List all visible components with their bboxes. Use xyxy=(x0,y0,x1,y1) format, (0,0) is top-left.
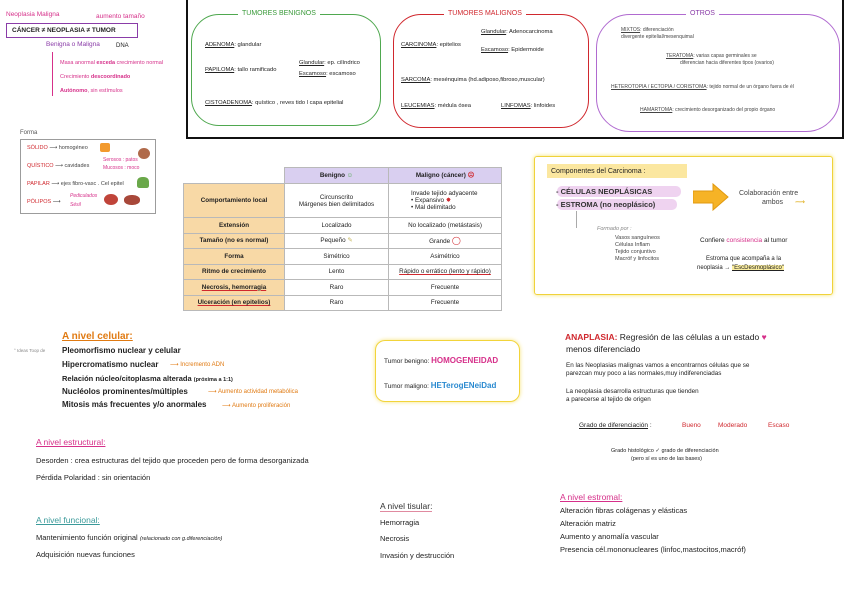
sarcoma-item: SARCOMA: mesénquima (hd.adiposo,fibroso,muscular) xyxy=(401,77,545,83)
connector-line xyxy=(576,211,577,228)
celular-l4-note: ⟶ Aumento actividad metabólica xyxy=(208,389,298,395)
cell-maligno: No localizado (metástasis) xyxy=(389,218,502,234)
cell-benigno: Raro xyxy=(285,295,389,311)
grado-moderado: Moderado xyxy=(718,422,748,429)
homogeneidad-box xyxy=(375,340,520,402)
papiloma-item: PAPILOMA: tallo ramificado xyxy=(205,67,277,73)
benignos-title: TUMORES BENIGNOS xyxy=(238,10,320,18)
confiere-text: Confiere consistencia al tumor xyxy=(700,237,788,244)
small-mark-icon: ✎ xyxy=(347,237,353,245)
funcional-title: A nivel funcional: xyxy=(36,515,100,525)
circ-line2: Márgenes bien delimitados xyxy=(298,200,375,208)
table-row xyxy=(184,264,502,280)
colaboracion-line2: ambos xyxy=(762,199,784,206)
celular-l2-note: ⟶ Incremento ADN xyxy=(170,362,225,368)
table-corner xyxy=(184,168,285,184)
estromal-title: A nivel estromal: xyxy=(560,492,623,502)
aumento-tamano-label: aumento tamaño xyxy=(96,13,145,20)
anaplasia-title: ANAPLASIA: Regresión de las células a un estado ♥ xyxy=(565,332,767,342)
tisular-l1: Hemorragia xyxy=(380,518,420,527)
bullet-masa: Masa anormal exceda crecimiento normal xyxy=(60,60,164,66)
bullet-descoordinado: Crecimiento descoordinado xyxy=(60,74,131,80)
grado-histologico-2: (pero sí es uno de las bases) xyxy=(631,456,702,462)
tisular-l2: Necrosis xyxy=(380,534,410,543)
mucosos-label: Mucosos : moco xyxy=(103,165,140,171)
dna-label: DNA xyxy=(116,43,129,49)
celular-l5-note: ⟶ Aumento proliferación xyxy=(222,403,291,409)
carcinoma-glandular: Glandular: Adenocarcinoma xyxy=(481,29,553,35)
heterotopia-item: HETEROTOPIA / ECTOPIA / CORISTOMA: tejido normal de un órgano fuera de él xyxy=(611,84,794,90)
cell-maligno xyxy=(389,184,502,218)
cell-maligno: Grande ◯ xyxy=(389,233,502,249)
anaplasia-p1-1: En las Neoplasias malignas vamos a encontrarnos células que se xyxy=(566,362,750,369)
polipo-icon-2 xyxy=(124,195,140,205)
carcinoma-escamoso: Escamoso: Epidermoide xyxy=(481,47,544,53)
funcional-l1: Mantenimiento función original (relacionado con g.diferenciación) xyxy=(36,533,223,542)
bullet-autonomo: Autónomo, sin estímulos xyxy=(60,88,123,94)
star-icon: ✸ xyxy=(445,197,452,204)
celulas-neoplasicas: - CÉLULAS NEOPLÁSICAS xyxy=(556,187,653,196)
linfomas-item: LINFOMAS: linfoides xyxy=(501,103,556,109)
cell-benigno: Pequeño ✎ xyxy=(285,233,389,249)
anaplasia-p1-2: parezcan muy poco a las normales,muy indiferenciadas xyxy=(566,370,722,377)
estromal-l4: Presencia cél.mononucleares (linfoc,mastocitos,macróf) xyxy=(560,545,746,554)
estromal-l3: Aumento y anomalía vascular xyxy=(560,532,659,541)
estructural-title: A nivel estructural: xyxy=(36,437,106,447)
expansivo-text: • Expansivo ✸ xyxy=(411,197,452,204)
anaplasia-p2-2: a parecerse al tejido de origen xyxy=(566,396,651,403)
col-maligno: Maligno (cáncer) ☹ xyxy=(389,168,502,184)
table-row xyxy=(184,280,502,296)
papilar-tumor-icon xyxy=(137,177,149,188)
tisular-l3: Invasión y destrucción xyxy=(380,551,455,560)
homog-benigno: Tumor benigno: HOMOGENEIDAD xyxy=(384,356,499,365)
anaplasia-heart-icon: ♥ xyxy=(761,332,767,342)
funcional-l2: Adquisición nuevas funciones xyxy=(36,550,135,559)
cell-benigno: Localizado xyxy=(285,218,389,234)
estructural-l2: Pérdida Polaridad : sin orientación xyxy=(36,473,151,482)
cell-benigno: Raro xyxy=(285,280,389,296)
table-row xyxy=(184,233,502,249)
vasos: Vasos sanguíneos xyxy=(615,235,660,241)
papilar-row: PAPILAR ⟶ ejes fibro-vasc . Cel epitel xyxy=(27,181,124,187)
table-row xyxy=(184,295,502,311)
mixtos-item: MIXTOS: diferenciación xyxy=(621,27,674,33)
tejido-conjuntivo: Tejido conjuntivo xyxy=(615,249,656,255)
cancer-definition-text: CÁNCER ≠ NEOPLASIA ≠ TUMOR xyxy=(12,27,116,34)
estructural-l1: Desorden : crea estructuras del tejido que proceden pero de forma desorganizada xyxy=(36,456,309,465)
teratoma-desc2: diferencian hacia diferentes tipos (ovarios) xyxy=(680,60,774,66)
sad-face-icon: ☹ xyxy=(467,172,475,179)
celulas-inflam: Células Inflam xyxy=(615,242,650,248)
grado-escaso: Escaso xyxy=(768,422,790,429)
cell-maligno: Rápido o errático (lento y rápido) xyxy=(389,264,502,280)
row-label: Ulceración (en epitelios) xyxy=(184,295,285,311)
celular-title: A nivel celular: xyxy=(62,331,133,342)
row-label: Ritmo de crecimiento xyxy=(184,264,285,280)
solido-tumor-icon xyxy=(100,143,110,152)
hamartoma-item: HAMARTOMA: crecimiento desorganizado del propio órgano xyxy=(640,107,776,113)
happy-face-icon: ☺ xyxy=(346,172,354,179)
benigna-maligna-label: Benigna o Maligna xyxy=(46,41,100,48)
serosos-label: Serosos : patos xyxy=(103,157,138,163)
solido-row: SÓLIDO ⟶ homogéneo xyxy=(27,145,88,151)
otros-title: OTROS xyxy=(686,10,719,18)
papiloma-glandular: Glandular: ep. cilíndrico xyxy=(299,60,360,66)
quistico-row: QUÍSTICO ⟶ cavidades xyxy=(27,163,90,169)
mixtos-desc2: divergente epitelial/mesenquimal xyxy=(621,34,694,40)
row-label: Tamaño (no es normal) xyxy=(184,233,285,249)
cell-benigno: Lento xyxy=(285,264,389,280)
formado-por: Formado por : xyxy=(597,226,632,232)
quistico-tumor-icon xyxy=(138,148,150,159)
yellow-arrow-icon xyxy=(693,183,729,211)
anaplasia-line2: menos diferenciado xyxy=(566,344,641,354)
forma-title: Forma xyxy=(20,130,38,136)
estroma-acompana-2: neoplasia → "EscDesmoplásico" xyxy=(697,265,784,271)
adenoma-item: ADENOMA: glandular xyxy=(205,42,262,48)
estromal-l1: Alteración fibras colágenas y elásticas xyxy=(560,506,688,515)
pediculados-label: Pediculados xyxy=(70,193,98,199)
tisular-title: A nivel tisular: xyxy=(380,501,433,511)
invade-text: Invade tejido adyacente xyxy=(411,190,478,197)
bracket-line xyxy=(52,52,53,96)
grado-diferenciacion: Grado de diferenciación : xyxy=(579,422,652,429)
teratoma-item: TERATOMA: varias capas germinales se xyxy=(666,53,757,59)
carcinoma-item: CARCINOMA: epitelios xyxy=(401,42,461,48)
table-row xyxy=(184,184,502,218)
row-label: Extensión xyxy=(184,218,285,234)
polipos-row: PÓLIPOS ⟶ xyxy=(27,199,61,205)
grado-bueno: Bueno xyxy=(682,422,701,429)
benigno-maligno-table xyxy=(183,167,502,311)
row-label: Necrosis, hemorragia xyxy=(184,280,285,296)
table-header-row xyxy=(184,168,502,184)
leucemias-item: LEUCEMIAS: médula ósea xyxy=(401,103,471,109)
polipo-icon-1 xyxy=(104,194,118,205)
estromal-l2: Alteración matriz xyxy=(560,519,616,528)
estroma-label: - ESTROMA (no neoplásico) xyxy=(556,200,656,209)
row-label: Comportamiento local xyxy=(184,184,285,218)
cell-maligno: Frecuente xyxy=(389,280,502,296)
big-circle-icon: ◯ xyxy=(451,236,461,246)
celular-l4: Nucléolos prominentes/múltiples xyxy=(62,387,188,396)
celular-note: ° Ideas Toop de xyxy=(14,348,46,353)
cistoadenoma-item: CISTOADENOMA: quístico , reves tido l capa epitelial xyxy=(205,100,344,106)
celular-l5: Mitosis más frecuentes y/o anormales xyxy=(62,400,207,409)
row-label: Forma xyxy=(184,249,285,265)
malignos-title: TUMORES MALIGNOS xyxy=(444,10,526,18)
estroma-acompana-1: Estroma que acompaña a la xyxy=(706,256,782,262)
cell-benigno: Simétrico xyxy=(285,249,389,265)
celular-l3: Relación núcleo/citoplasma alterada (próxima a 1:1) xyxy=(62,374,233,383)
carcinoma-title: Componentes del Carcinoma : xyxy=(551,168,646,175)
macrof-linfocitos: Macróf y linfocitos xyxy=(615,256,660,262)
homog-maligno: Tumor maligno: HETerogENeiDad xyxy=(384,381,497,390)
cell-maligno: Frecuente xyxy=(389,295,502,311)
colaboracion-line1: Colaboración entre xyxy=(739,190,799,197)
table-row xyxy=(184,249,502,265)
cell-benigno xyxy=(285,184,389,218)
sesil-label: Sésil xyxy=(70,202,81,208)
anaplasia-p2-1: La neoplasia desarrolla estructuras que tienden xyxy=(566,388,699,395)
mal-delimitado-text: • Mal delimitado xyxy=(411,204,456,211)
circ-line1: Circunscrito xyxy=(319,193,354,201)
grado-histologico-1: Grado histológico ✓ grado de diferenciación xyxy=(611,448,719,454)
col-benigno: Benigno ☺ xyxy=(285,168,389,184)
cell-maligno: Asimétrico xyxy=(389,249,502,265)
papiloma-escamoso: Escamoso: escamoso xyxy=(299,71,356,77)
neoplasia-maligna-label: Neoplasia Maligna xyxy=(6,11,60,18)
celular-l1: Pleomorfismo nuclear y celular xyxy=(62,346,181,355)
table-row xyxy=(184,218,502,234)
celular-l2: Hipercromatismo nuclear xyxy=(62,360,159,369)
handshake-icon: ⟿ xyxy=(795,199,806,206)
